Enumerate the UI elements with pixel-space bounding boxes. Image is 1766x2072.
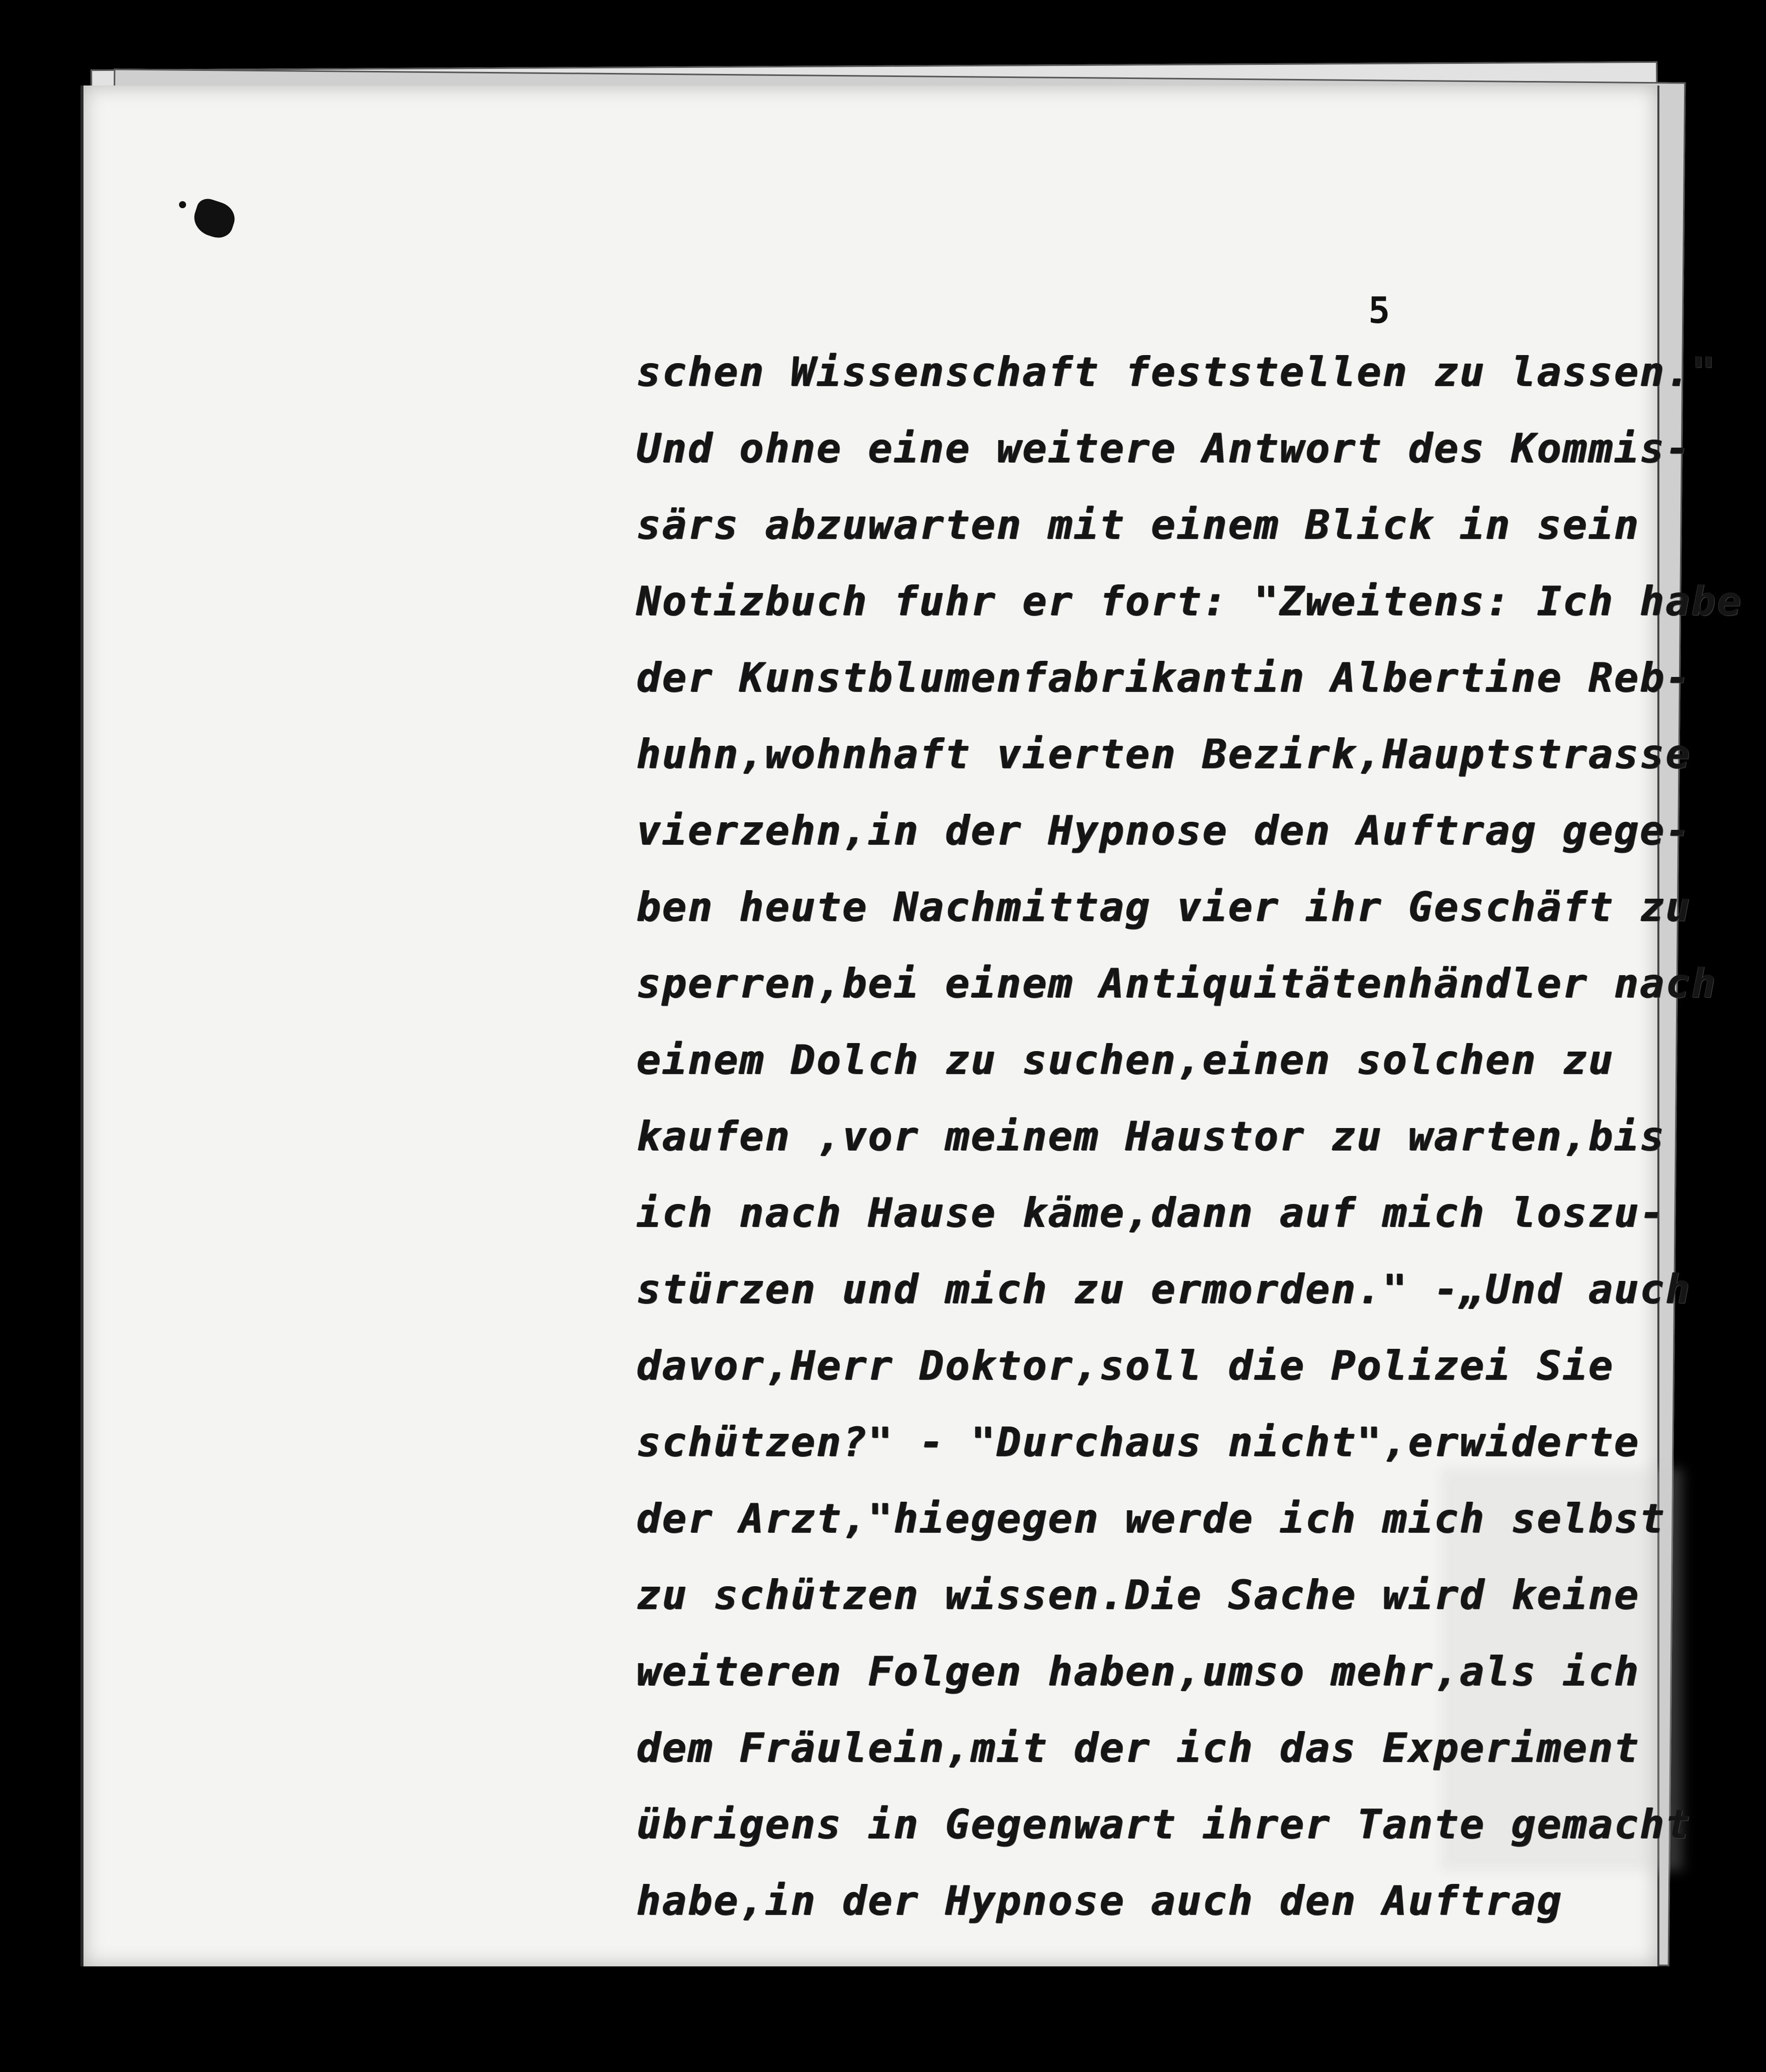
text-line: särs abzuwarten mit einem Blick in sein (637, 501, 1640, 548)
text-line: übrigens in Gegenwart ihrer Tante gemacht (637, 1801, 1692, 1848)
text-line: der Arzt,"hiegegen werde ich mich selbst (637, 1495, 1666, 1542)
punch-hole (190, 196, 239, 241)
text-line: zu schützen wissen.Die Sache wird keine (637, 1572, 1640, 1618)
page-number: 5 (1368, 289, 1390, 331)
text-line: einem Dolch zu suchen,einen solchen zu (637, 1037, 1615, 1083)
text-line: ben heute Nachmittag vier ihr Geschäft zu (637, 884, 1692, 930)
typewritten-page (80, 85, 1743, 1966)
text-line: sperren,bei einem Antiquitätenhändler nach (637, 960, 1717, 1007)
text-line: Und ohne eine weitere Antwort des Kommis- (637, 425, 1692, 472)
text-line: kaufen ,vor meinem Haustor zu warten,bis (637, 1113, 1666, 1160)
text-line: davor,Herr Doktor,soll die Polizei Sie (637, 1342, 1615, 1389)
text-line: stürzen und mich zu ermorden." -„Und auch (637, 1266, 1692, 1313)
text-line: huhn,wohnhaft vierten Bezirk,Hauptstrasse (637, 731, 1692, 778)
text-line: weiteren Folgen haben,umso mehr,als ich (637, 1648, 1640, 1695)
text-line: ich nach Hause käme,dann auf mich loszu- (637, 1189, 1666, 1236)
punch-mark (179, 201, 186, 208)
text-line: Notizbuch fuhr er fort: "Zweitens: Ich habe (637, 578, 1743, 625)
text-line: schützen?" - "Durchaus nicht",erwiderte (637, 1419, 1640, 1465)
text-line: schen Wissenschaft feststellen zu lassen." (637, 349, 1717, 395)
text-line: der Kunstblumenfabrikantin Albertine Reb- (637, 654, 1692, 701)
body-text (637, 349, 1743, 1957)
text-line: vierzehn,in der Hypnose den Auftrag gege- (637, 807, 1692, 854)
text-line: habe,in der Hypnose auch den Auftrag (637, 1877, 1563, 1924)
text-line: dem Fräulein,mit der ich das Experiment (637, 1724, 1640, 1771)
